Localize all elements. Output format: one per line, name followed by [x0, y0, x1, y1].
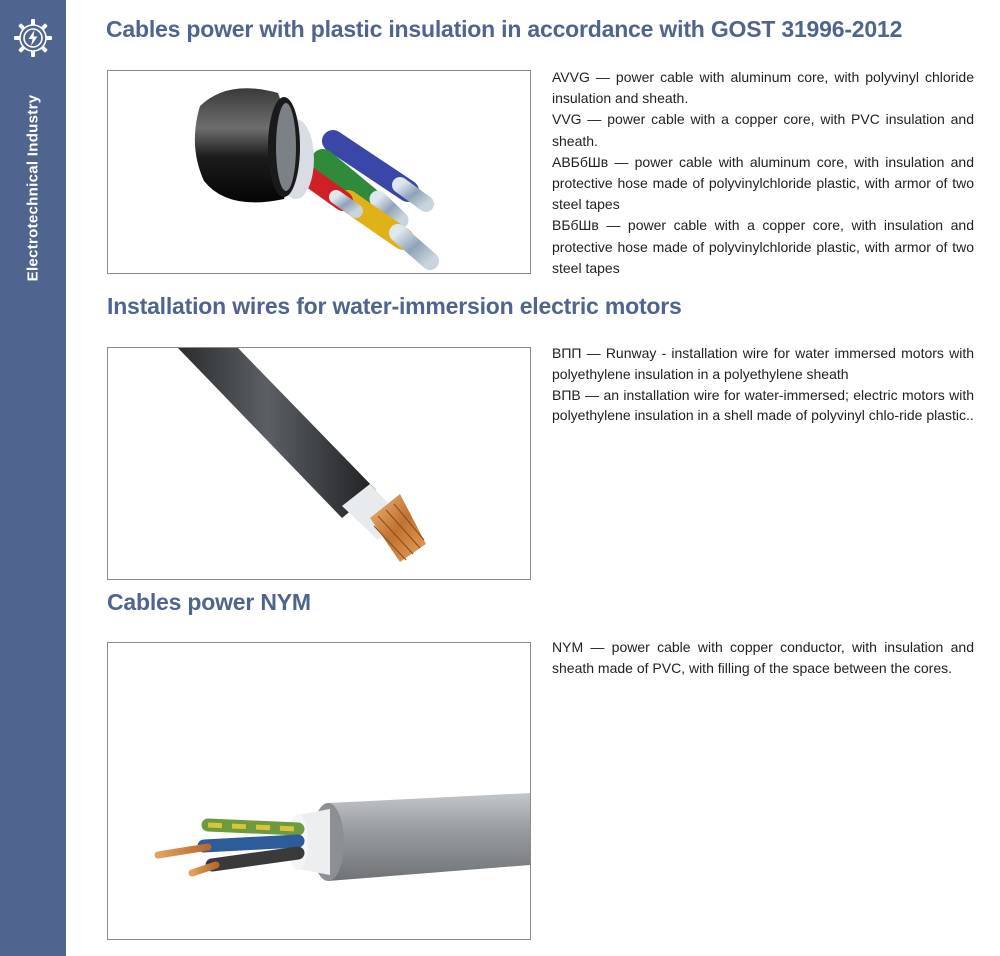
- paragraph: VVG — power cable with a copper core, with PVC insulation and sheath.: [552, 111, 974, 149]
- section-description-gost-cables: [552, 67, 974, 279]
- nym-three-core-cable-image: [107, 642, 531, 940]
- section-title-gost-cables: Cables power with plastic insulation in accordance with GOST 31996-2012: [106, 16, 903, 42]
- paragraph: АВБбШв — power cable with aluminum core, with insulation and protective hose made of polyvinylchloride plastic, with armor of two steel tapes: [552, 153, 974, 213]
- section-description-nym-cables: [552, 637, 974, 679]
- paragraph: ВПП — Runway - installation wire for water immersed motors with polyethylene insulation in a polyethylene sheath: [552, 345, 974, 382]
- sidebar-label: Electrotechnical Industry: [24, 94, 42, 282]
- section-description-installation-wires: [552, 343, 974, 426]
- gear-lightning-icon: [11, 16, 55, 60]
- section-title-nym-cables: Cables power NYM: [107, 589, 311, 615]
- multicore-armored-cable-image: [107, 70, 531, 274]
- single-core-installation-wire-image: [107, 347, 531, 580]
- paragraph: ВБбШв — power cable with a copper core, with insulation and protective hose made of polyvinylchloride plastic, with armor of two steel tapes: [552, 217, 974, 276]
- paragraph: ВПВ — an installation wire for water-immersed; electric motors with polyethylene insulation in a shell made of polyvinyl chlo-ride plastic..: [552, 386, 974, 424]
- paragraph: NYM — power cable with copper conductor, with insulation and sheath made of PVC, with filling of the space between the cores.: [552, 639, 974, 677]
- sidebar: [0, 0, 66, 956]
- paragraph: AVVG — power cable with aluminum core, with polyvinyl chloride insulation and sheath.: [552, 69, 974, 107]
- section-title-installation-wires: Installation wires for water-immersion electric motors: [107, 293, 682, 319]
